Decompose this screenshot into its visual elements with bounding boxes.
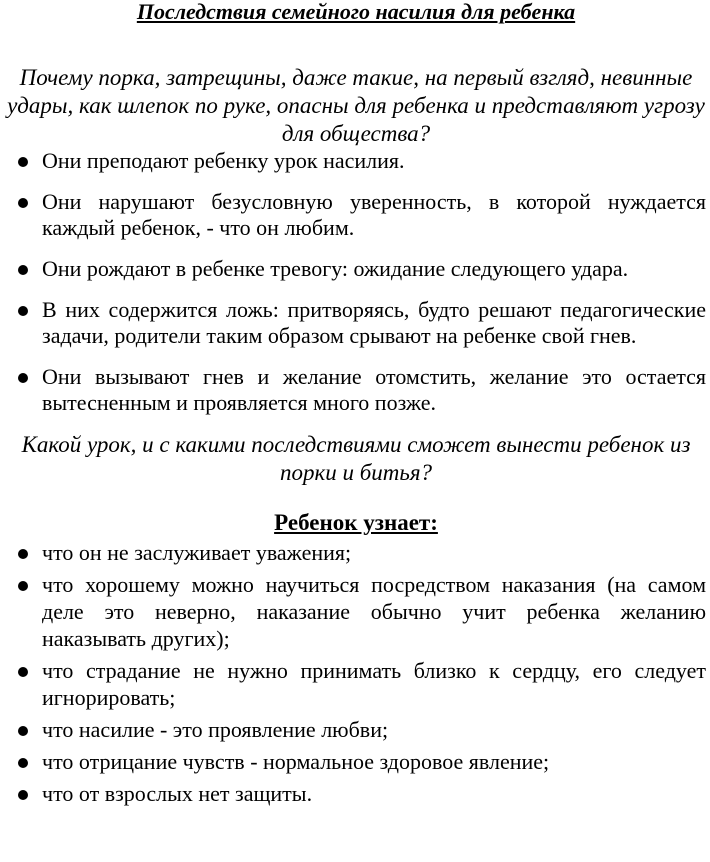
list-item xyxy=(6,571,706,652)
bullet-icon xyxy=(18,667,28,677)
list-item xyxy=(6,256,706,282)
list-item-text: что страдание не нужно принимать близко к сердцу, его следует игнорировать; xyxy=(42,658,706,710)
reasons-list xyxy=(6,148,706,416)
bullet-icon xyxy=(18,265,28,275)
bullet-icon xyxy=(18,549,28,559)
bullet-icon xyxy=(18,198,28,208)
list-item-text: что отрицание чувств - нормальное здоровое явление; xyxy=(42,749,550,774)
list-item-text: что насилие - это проявление любви; xyxy=(42,717,389,742)
list-item-text: Они преподают ребенку урок насилия. xyxy=(42,148,405,173)
list-item-text: Они рождают в ребенке тревогу: ожидание следующего удара. xyxy=(42,256,629,281)
bullet-icon xyxy=(18,306,28,316)
list-item xyxy=(6,657,706,711)
bullet-icon xyxy=(18,790,28,800)
list-item-text: В них содержится ложь: притворяясь, будто решают педагогические задачи, родители таким образом срывают на ребенке свой гнев. xyxy=(42,297,706,348)
lessons-list xyxy=(6,539,706,807)
section-heading-child-learns: Ребенок узнает: xyxy=(274,510,438,535)
list-item-text: Они вызывают гнев и желание отомстить, желание это остается вытесненным и проявляется много позже. xyxy=(42,364,706,415)
bullet-icon xyxy=(18,373,28,383)
list-item-text: что от взрослых нет защиты. xyxy=(42,781,313,806)
document-title: Последствия семейного насилия для ребенка xyxy=(136,0,576,24)
list-item xyxy=(6,189,706,241)
list-item-text: Они нарушают безусловную уверенность, в которой нуждается каждый ребенок, - что он любим. xyxy=(42,189,706,240)
bullet-icon xyxy=(18,581,28,591)
bullet-icon xyxy=(18,157,28,167)
question-lesson-consequences: Какой урок, и с какими последствиями сможет вынести ребенок из порки и битья? xyxy=(21,432,691,485)
list-item xyxy=(6,297,706,349)
question-why-dangerous: Почему порка, затрещины, даже такие, на первый взгляд, невинные удары, как шлепок по руке, опасны для ребенка и представляют угрозу для общества? xyxy=(7,65,705,146)
list-item-text: что хорошему можно научиться посредством наказания (на самом деле это неверно, наказание обычно учит ребенка желанию наказывать других); xyxy=(42,572,706,651)
list-item xyxy=(6,780,706,807)
list-item xyxy=(6,148,706,174)
list-item xyxy=(6,716,706,743)
list-item-text: что он не заслуживает уважения; xyxy=(42,540,352,565)
list-item xyxy=(6,539,706,566)
list-item xyxy=(6,364,706,416)
bullet-icon xyxy=(18,726,28,736)
list-item xyxy=(6,748,706,775)
bullet-icon xyxy=(18,758,28,768)
